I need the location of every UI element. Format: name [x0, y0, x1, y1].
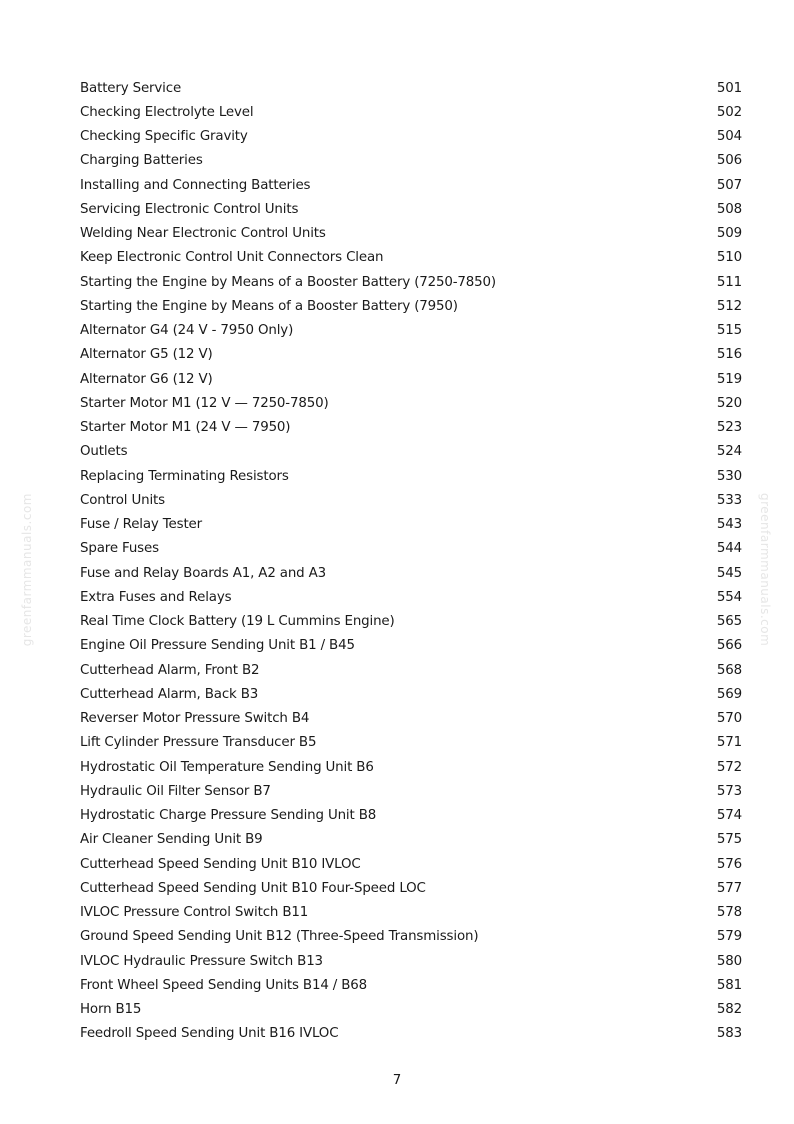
toc-entry-page: 512: [716, 298, 742, 314]
toc-entry-page: 581: [716, 977, 742, 993]
toc-entry[interactable]: [80, 634, 742, 658]
watermark-left: greenfarmmanuals.com: [20, 493, 34, 647]
toc-entry-page: 574: [716, 808, 742, 824]
toc-entry[interactable]: [80, 513, 742, 537]
toc-entry[interactable]: [80, 804, 742, 828]
toc-entry-title: Cutterhead Speed Sending Unit B10 IVLOC: [80, 856, 361, 872]
toc-entry[interactable]: [80, 173, 742, 197]
toc-entry-title: Cutterhead Speed Sending Unit B10 Four-Speed LOC: [80, 880, 426, 896]
toc-entry-page: 524: [716, 444, 742, 460]
toc-entry[interactable]: [80, 658, 742, 682]
toc-entry-title: Alternator G5 (12 V): [80, 347, 213, 363]
toc-entry-page: 504: [716, 129, 742, 145]
toc-entry-page: 510: [716, 250, 742, 266]
toc-entry[interactable]: [80, 149, 742, 173]
toc-entry[interactable]: [80, 294, 742, 318]
toc-entry[interactable]: [80, 925, 742, 949]
toc-entry[interactable]: [80, 319, 742, 343]
toc-entry-title: Hydrostatic Charge Pressure Sending Unit B8: [80, 808, 377, 824]
toc-entry-title: Ground Speed Sending Unit B12 (Three-Speed Transmission): [80, 929, 479, 945]
toc-entry-title: Servicing Electronic Control Units: [80, 201, 299, 217]
toc-entry-page: 545: [716, 565, 742, 581]
toc-entry-title: Outlets: [80, 444, 128, 460]
toc-entry[interactable]: [80, 76, 742, 100]
toc-entry-title: Feedroll Speed Sending Unit B16 IVLOC: [80, 1026, 339, 1042]
toc-entry-page: 570: [716, 711, 742, 727]
toc-entry-page: 544: [716, 541, 742, 557]
toc-entry-page: 578: [716, 905, 742, 921]
toc-entry[interactable]: [80, 998, 742, 1022]
toc-entry[interactable]: [80, 1022, 742, 1046]
toc-entry[interactable]: [80, 901, 742, 925]
toc-entry[interactable]: [80, 828, 742, 852]
toc-entry[interactable]: [80, 949, 742, 973]
toc-entry-page: 573: [716, 783, 742, 799]
toc-entry-page: 509: [716, 226, 742, 242]
toc-entry-page: 506: [716, 153, 742, 169]
toc-entry[interactable]: [80, 440, 742, 464]
toc-entry[interactable]: [80, 537, 742, 561]
toc-entry-page: 520: [716, 395, 742, 411]
toc-entry-title: Alternator G6 (12 V): [80, 371, 213, 387]
toc-entry-page: 530: [716, 468, 742, 484]
toc-entry[interactable]: [80, 464, 742, 488]
toc-entry[interactable]: [80, 391, 742, 415]
toc-entry-title: Checking Electrolyte Level: [80, 104, 254, 120]
toc-entry-title: Keep Electronic Control Unit Connectors Clean: [80, 250, 384, 266]
toc-entry-page: 519: [716, 371, 742, 387]
toc-entry[interactable]: [80, 197, 742, 221]
toc-entry[interactable]: [80, 876, 742, 900]
toc-entry-title: Starter Motor M1 (12 V — 7250-7850): [80, 395, 329, 411]
toc-entry-title: IVLOC Pressure Control Switch B11: [80, 905, 309, 921]
toc-entry[interactable]: [80, 246, 742, 270]
toc-entry[interactable]: [80, 852, 742, 876]
toc-entry-title: Horn B15: [80, 1002, 142, 1018]
toc-entry-page: 543: [716, 517, 742, 533]
watermark-right: greenfarmmanuals.com: [758, 493, 772, 647]
toc-entry[interactable]: [80, 973, 742, 997]
toc-entry[interactable]: [80, 682, 742, 706]
toc-entry-page: 576: [716, 856, 742, 872]
toc-entry-page: 571: [716, 735, 742, 751]
toc-entry-page: 568: [716, 662, 742, 678]
toc-entry[interactable]: [80, 731, 742, 755]
toc-entry-title: Checking Specific Gravity: [80, 129, 248, 145]
toc-entry[interactable]: [80, 585, 742, 609]
toc-entry[interactable]: [80, 755, 742, 779]
toc-entry-title: Cutterhead Alarm, Back B3: [80, 686, 259, 702]
toc-entry-page: 572: [716, 759, 742, 775]
toc-entry-page: 515: [716, 323, 742, 339]
toc-entry-page: 565: [716, 614, 742, 630]
toc-entry-title: Replacing Terminating Resistors: [80, 468, 289, 484]
toc-entry-title: Fuse / Relay Tester: [80, 517, 203, 533]
toc-entry-page: 501: [716, 80, 742, 96]
toc-entry-page: 511: [716, 274, 742, 290]
toc-entry-title: Engine Oil Pressure Sending Unit B1 / B45: [80, 638, 355, 654]
toc-entry[interactable]: [80, 270, 742, 294]
toc-entry-page: 577: [716, 880, 742, 896]
toc-entry-page: 569: [716, 686, 742, 702]
toc-entry[interactable]: [80, 125, 742, 149]
toc-entry-page: 533: [716, 492, 742, 508]
toc-entry-title: IVLOC Hydraulic Pressure Switch B13: [80, 953, 323, 969]
toc-entry-page: 582: [716, 1002, 742, 1018]
toc-entry[interactable]: [80, 779, 742, 803]
toc-entry-title: Hydrostatic Oil Temperature Sending Unit B6: [80, 759, 374, 775]
toc-entry-title: Starting the Engine by Means of a Booster Battery (7950): [80, 298, 458, 314]
toc-entry-title: Cutterhead Alarm, Front B2: [80, 662, 260, 678]
toc-entry-page: 575: [716, 832, 742, 848]
toc-entry[interactable]: [80, 100, 742, 124]
toc-entry-title: Starting the Engine by Means of a Booster Battery (7250-7850): [80, 274, 496, 290]
toc-entry[interactable]: [80, 222, 742, 246]
toc-entry[interactable]: [80, 561, 742, 585]
toc-entry-page: 507: [716, 177, 742, 193]
toc-entry-title: Real Time Clock Battery (19 L Cummins Engine): [80, 614, 395, 630]
toc-entry-title: Reverser Motor Pressure Switch B4: [80, 711, 310, 727]
toc-entry[interactable]: [80, 367, 742, 391]
toc-entry-page: 523: [716, 420, 742, 436]
toc-entry[interactable]: [80, 416, 742, 440]
page-number: 7: [392, 1073, 402, 1088]
toc-entry[interactable]: [80, 610, 742, 634]
toc-entry-page: 502: [716, 104, 742, 120]
toc-entry-page: 508: [716, 201, 742, 217]
toc-entry-page: 580: [716, 953, 742, 969]
toc-entry-page: 579: [716, 929, 742, 945]
toc-entry[interactable]: [80, 707, 742, 731]
toc-entry-title: Spare Fuses: [80, 541, 159, 557]
toc-entry-title: Control Units: [80, 492, 165, 508]
toc-entry-title: Installing and Connecting Batteries: [80, 177, 311, 193]
toc-entry-title: Welding Near Electronic Control Units: [80, 226, 326, 242]
toc-entry-title: Starter Motor M1 (24 V — 7950): [80, 420, 291, 436]
toc-entry[interactable]: [80, 488, 742, 512]
table-of-contents: [80, 76, 742, 1046]
toc-entry-title: Charging Batteries: [80, 153, 203, 169]
toc-entry-title: Extra Fuses and Relays: [80, 589, 232, 605]
toc-entry-title: Battery Service: [80, 80, 182, 96]
toc-entry-title: Air Cleaner Sending Unit B9: [80, 832, 263, 848]
toc-entry-title: Alternator G4 (24 V - 7950 Only): [80, 323, 294, 339]
toc-entry-page: 583: [716, 1026, 742, 1042]
toc-entry-page: 566: [716, 638, 742, 654]
toc-entry-title: Hydraulic Oil Filter Sensor B7: [80, 783, 271, 799]
toc-entry-title: Front Wheel Speed Sending Units B14 / B68: [80, 977, 368, 993]
toc-entry-title: Fuse and Relay Boards A1, A2 and A3: [80, 565, 327, 581]
toc-entry-title: Lift Cylinder Pressure Transducer B5: [80, 735, 317, 751]
toc-entry[interactable]: [80, 343, 742, 367]
toc-entry-page: 554: [716, 589, 742, 605]
toc-entry-page: 516: [716, 347, 742, 363]
